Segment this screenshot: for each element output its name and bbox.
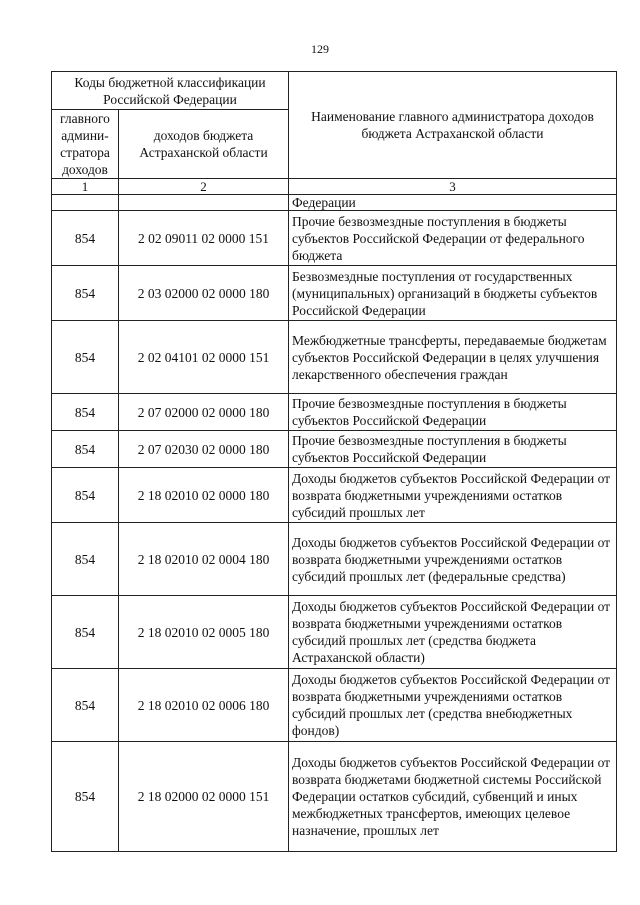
table-row — [52, 596, 617, 669]
row-income-code: 2 18 02000 02 0000 151 — [119, 742, 289, 852]
header-col-name: Наименование главного администратора доходов бюджета Астраханской области — [289, 72, 617, 179]
table-row — [52, 266, 617, 321]
row-income-code: 2 02 04101 02 0000 151 — [119, 321, 289, 394]
row-name: Межбюджетные трансферты, передаваемые бюджетам субъектов Российской Федерации в целях улучшения лекарственного обеспечения граждан — [289, 321, 617, 394]
row-admin-code: 854 — [52, 669, 119, 742]
header-num-1: 1 — [52, 179, 119, 195]
continuation-row — [52, 195, 617, 211]
table-row — [52, 394, 617, 431]
row-admin-code: 854 — [52, 321, 119, 394]
continuation-name: Федерации — [289, 195, 617, 211]
table-row — [52, 669, 617, 742]
row-income-code: 2 18 02010 02 0000 180 — [119, 468, 289, 523]
row-income-code: 2 18 02010 02 0004 180 — [119, 523, 289, 596]
budget-classification-table — [51, 71, 617, 852]
row-name: Доходы бюджетов субъектов Российской Федерации от возврата бюджетными учреждениями остатков субсидий прошлых лет (средства внебюджетных фондов) — [289, 669, 617, 742]
header-row-group — [52, 72, 617, 110]
table-row — [52, 431, 617, 468]
header-num-2: 2 — [119, 179, 289, 195]
row-income-code: 2 18 02010 02 0005 180 — [119, 596, 289, 669]
continuation-code — [119, 195, 289, 211]
table-row — [52, 211, 617, 266]
row-income-code: 2 07 02000 02 0000 180 — [119, 394, 289, 431]
header-group-title: Коды бюджетной классификации Российской Федерации — [52, 72, 289, 110]
header-col-income: доходов бюджета Астраханской области — [119, 110, 289, 179]
row-income-code: 2 18 02010 02 0006 180 — [119, 669, 289, 742]
table-row — [52, 523, 617, 596]
header-numbering-row — [52, 179, 617, 195]
row-name: Доходы бюджетов субъектов Российской Федерации от возврата бюджетами бюджетной системы Российской Федерации остатков субсидий, субвенций и иных межбюджетных трансфертов, имеющих целевое назначение, прошлых лет — [289, 742, 617, 852]
continuation-admin — [52, 195, 119, 211]
row-name: Доходы бюджетов субъектов Российской Федерации от возврата бюджетными учреждениями остатков субсидий прошлых лет (федеральные средства) — [289, 523, 617, 596]
table-row — [52, 468, 617, 523]
row-admin-code: 854 — [52, 596, 119, 669]
row-admin-code: 854 — [52, 211, 119, 266]
page-number: 129 — [311, 42, 329, 56]
row-admin-code: 854 — [52, 742, 119, 852]
row-name: Доходы бюджетов субъектов Российской Федерации от возврата бюджетными учреждениями остатков субсидий прошлых лет — [289, 468, 617, 523]
row-admin-code: 854 — [52, 431, 119, 468]
row-name: Прочие безвозмездные поступления в бюджеты субъектов Российской Федерации от федерального бюджета — [289, 211, 617, 266]
header-col-admin: главного админи-стратора доходов — [52, 110, 119, 179]
row-income-code: 2 02 09011 02 0000 151 — [119, 211, 289, 266]
row-admin-code: 854 — [52, 468, 119, 523]
table-row — [52, 321, 617, 394]
row-admin-code: 854 — [52, 266, 119, 321]
row-admin-code: 854 — [52, 523, 119, 596]
row-income-code: 2 07 02030 02 0000 180 — [119, 431, 289, 468]
row-name: Прочие безвозмездные поступления в бюджеты субъектов Российской Федерации — [289, 431, 617, 468]
table-row — [52, 742, 617, 852]
row-admin-code: 854 — [52, 394, 119, 431]
row-income-code: 2 03 02000 02 0000 180 — [119, 266, 289, 321]
row-name: Безвозмездные поступления от государственных (муниципальных) организаций в бюджеты субъектов Российской Федерации — [289, 266, 617, 321]
header-num-3: 3 — [289, 179, 617, 195]
row-name: Доходы бюджетов субъектов Российской Федерации от возврата бюджетными учреждениями остатков субсидий прошлых лет (средства бюджета Астраханской области) — [289, 596, 617, 669]
row-name: Прочие безвозмездные поступления в бюджеты субъектов Российской Федерации — [289, 394, 617, 431]
